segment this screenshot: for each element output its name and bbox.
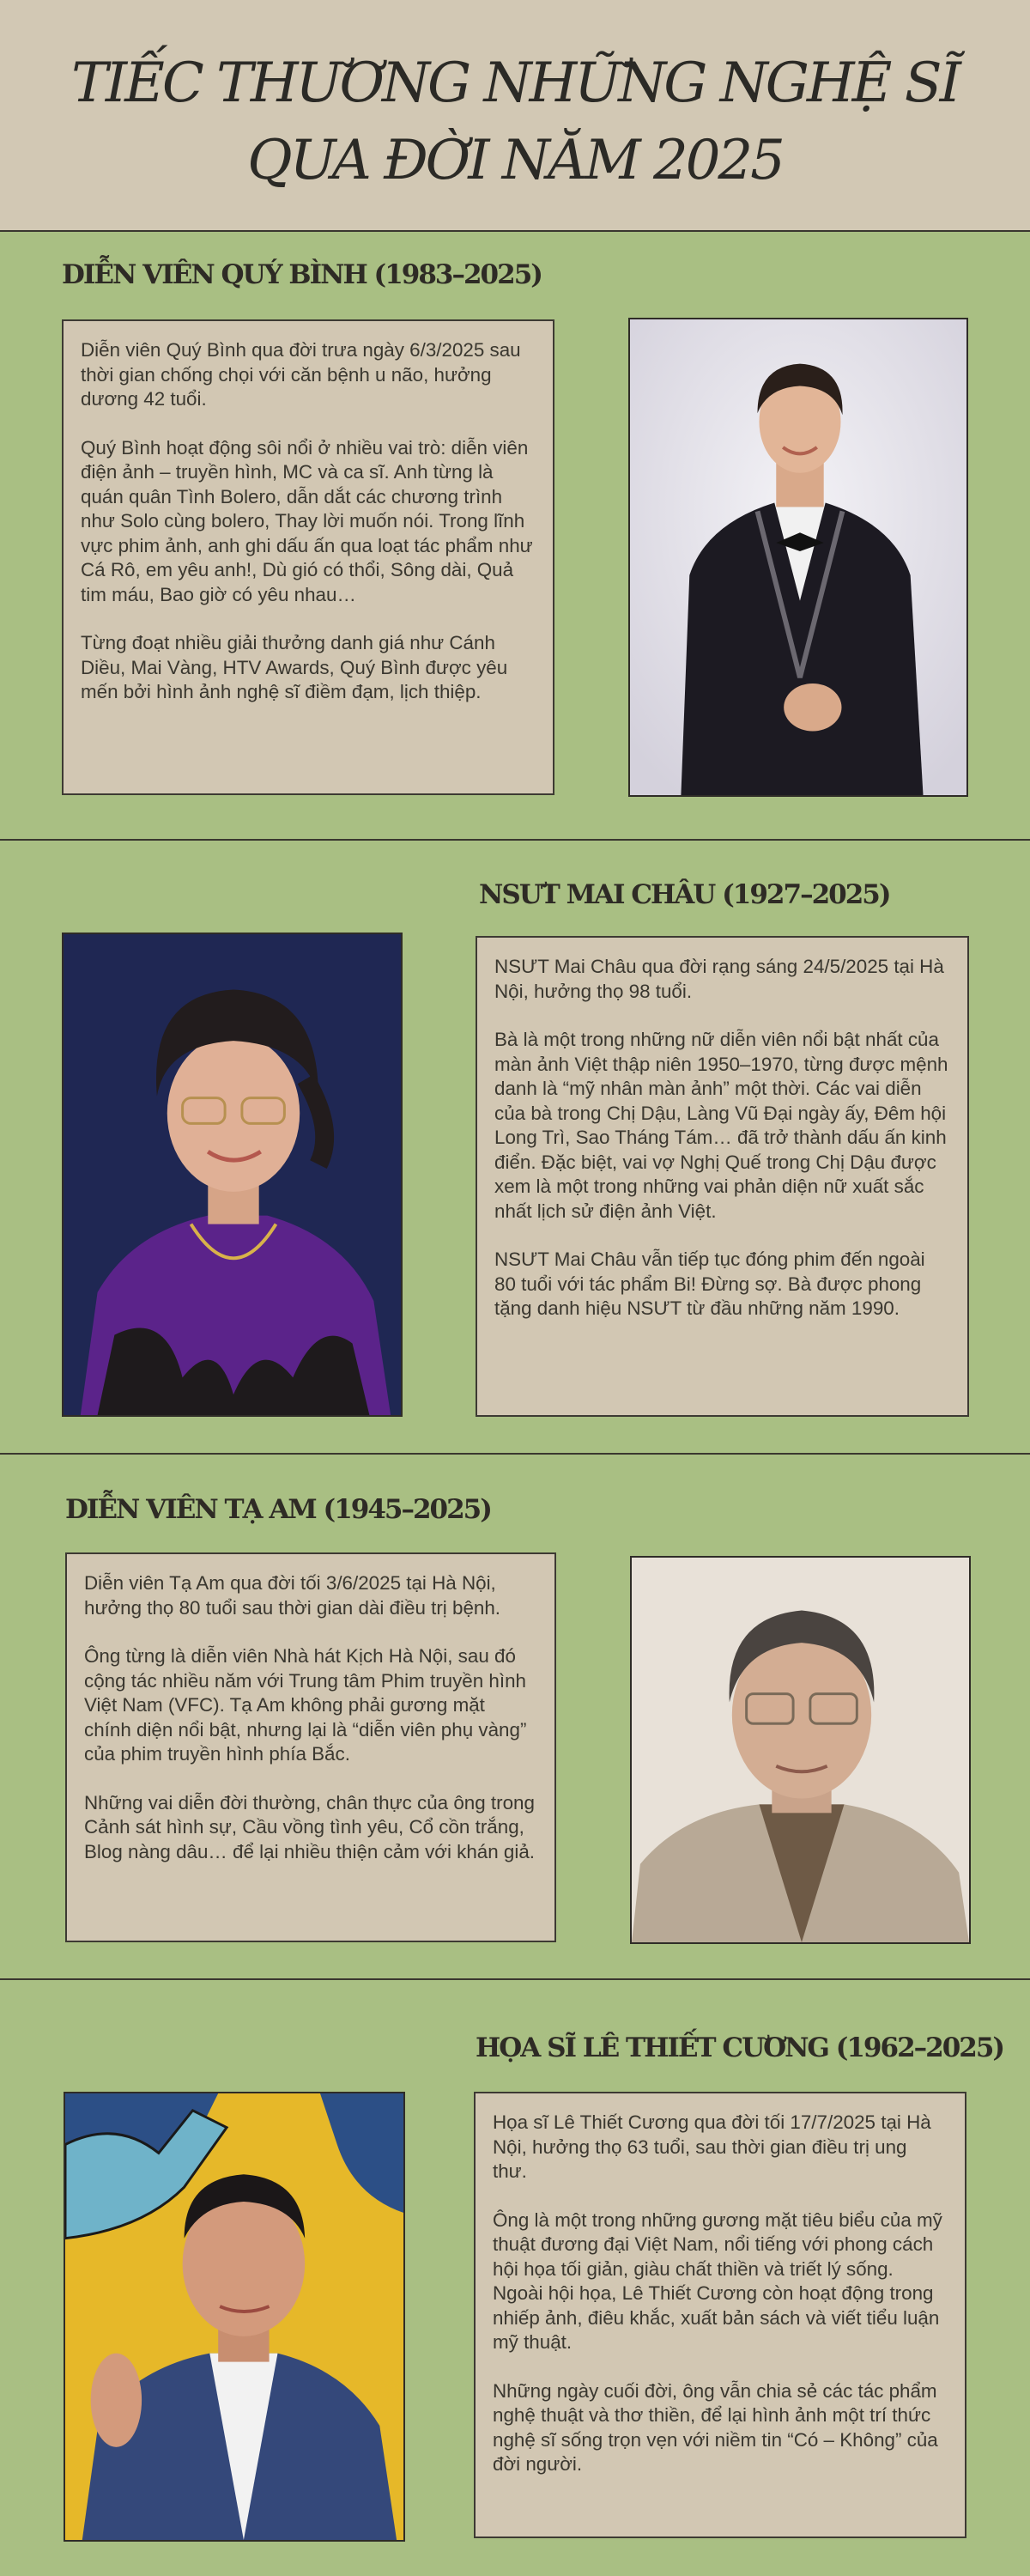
bio-paragraph: Ông là một trong những gương mặt tiêu biểu của mỹ thuật đương đại Việt Nam, nổi tiếng với phong cách hội họa tối giản, giàu chất thiền và triết lý sống. Ngoài hội họa, Lê Thiết Cương còn hoạt động trong nhiếp ảnh, điêu khắc, xuất bản sách và viết tiểu luận mỹ thuật. <box>493 2208 942 2353</box>
artist-portrait-photo <box>628 318 968 797</box>
bio-paragraph: NSƯT Mai Châu vẫn tiếp tục đóng phim đến ngoài 80 tuổi với tác phẩm Bi! Đừng sợ. Bà được phong tặng danh hiệu NSƯT từ đầu những năm 1990. <box>494 1249 925 1319</box>
bio-paragraph: Quý Bình hoạt động sôi nổi ở nhiều vai trò: diễn viên điện ảnh – truyền hình, MC và ca sĩ. Anh từng là quán quân Tình Bolero, dẫn dắt các chương trình như Solo cùng bolero, Thay lời muốn nói. Trong lĩnh vực phim ảnh, anh ghi dấu ấn qua loạt tác phẩm như Cá Rô, em yêu anh!, Dù gió có thổi, Sông dài, Quả tim máu, Bao giờ có yêu nhau… <box>81 436 533 605</box>
bio-paragraph: NSƯT Mai Châu qua đời rạng sáng 24/5/2025 tại Hà Nội, hưởng thọ 98 tuổi. <box>494 956 944 1002</box>
artist-bio-card <box>62 319 554 795</box>
artist-heading: HỌA SĨ LÊ THIẾT CƯƠNG (1962–2025) <box>476 2032 1004 2063</box>
section-divider <box>0 839 1030 841</box>
artist-portrait-photo <box>62 933 403 1417</box>
artist-heading: DIỄN VIÊN QUÝ BÌNH (1983–2025) <box>62 259 542 290</box>
artist-portrait-photo <box>64 2092 405 2542</box>
bio-paragraph: Những vai diễn đời thường, chân thực của ông trong Cảnh sát hình sự, Cầu vồng tình yêu, Cổ cồn trắng, Blog nàng dâu… để lại nhiều thiện cảm với khán giả. <box>84 1791 536 1862</box>
bio-paragraph: Diễn viên Quý Bình qua đời trưa ngày 6/3/2025 sau thời gian chống chọi với căn bệnh u não, hưởng dương 42 tuổi. <box>81 339 521 410</box>
artist-heading: NSƯT MAI CHÂU (1927–2025) <box>479 879 890 910</box>
bio-paragraph: Từng đoạt nhiều giải thưởng danh giá như Cánh Diều, Mai Vàng, HTV Awards, Quý Bình được yêu mến bởi hình ảnh nghệ sĩ điềm đạm, lịch thiệp. <box>81 632 508 702</box>
section-divider <box>0 1453 1030 1455</box>
bio-paragraph: Những ngày cuối đời, ông vẫn chia sẻ các tác phẩm nghệ thuật và thơ thiền, để lại hình ảnh một trí thức nghệ sĩ sống trọn vẹn với niềm tin “Có – Không” của đời người. <box>493 2379 938 2475</box>
bio-paragraph: Ông từng là diễn viên Nhà hát Kịch Hà Nội, sau đó cộng tác nhiều năm với Trung tâm Phim truyền hình Việt Nam (VFC). Tạ Am không phải gương mặt chính diện nổi bật, nhưng lại là “diễn viên phụ vàng” của phim truyền hình phía Bắc. <box>84 1645 527 1765</box>
bio-paragraph: Bà là một trong những nữ diễn viên nổi bật nhất của màn ảnh Việt thập niên 1950–1970, từng được mệnh danh là “mỹ nhân màn ảnh” một thời. Các vai diễn của bà trong Chị Dậu, Làng Vũ Đại ngày ấy, Đêm hội Long Trì, Sao Tháng Tám… đã trở thành dấu ấn kinh điển. Đặc biệt, vai vợ Nghị Quế trong Chị Dậu được xem là một trong những vai phản diện nữ xuất sắc nhất lịch sử điện ảnh Việt. <box>494 1029 948 1222</box>
artist-bio-card <box>65 1552 556 1942</box>
artist-bio-card <box>474 2092 966 2538</box>
artist-bio-card <box>476 936 969 1417</box>
page-title <box>0 0 1030 199</box>
artist-heading: DIỄN VIÊN TẠ AM (1945–2025) <box>65 1494 491 1525</box>
page-header <box>0 0 1030 232</box>
section-divider <box>0 1978 1030 1980</box>
bio-paragraph: Diễn viên Tạ Am qua đời tối 3/6/2025 tại Hà Nội, hưởng thọ 80 tuổi sau thời gian dài điều trị bệnh. <box>84 1572 501 1619</box>
page-title-line-2: QUA ĐỜI NĂM 2025 <box>247 129 783 192</box>
bio-paragraph: Họa sĩ Lê Thiết Cương qua đời tối 17/7/2025 tại Hà Nội, hưởng thọ 63 tuổi, sau thời gian điều trị ung thư. <box>493 2111 931 2182</box>
page-title-line-1: TIẾC THƯƠNG NHỮNG NGHỆ SĨ <box>71 52 959 115</box>
artist-portrait-photo <box>630 1556 971 1944</box>
